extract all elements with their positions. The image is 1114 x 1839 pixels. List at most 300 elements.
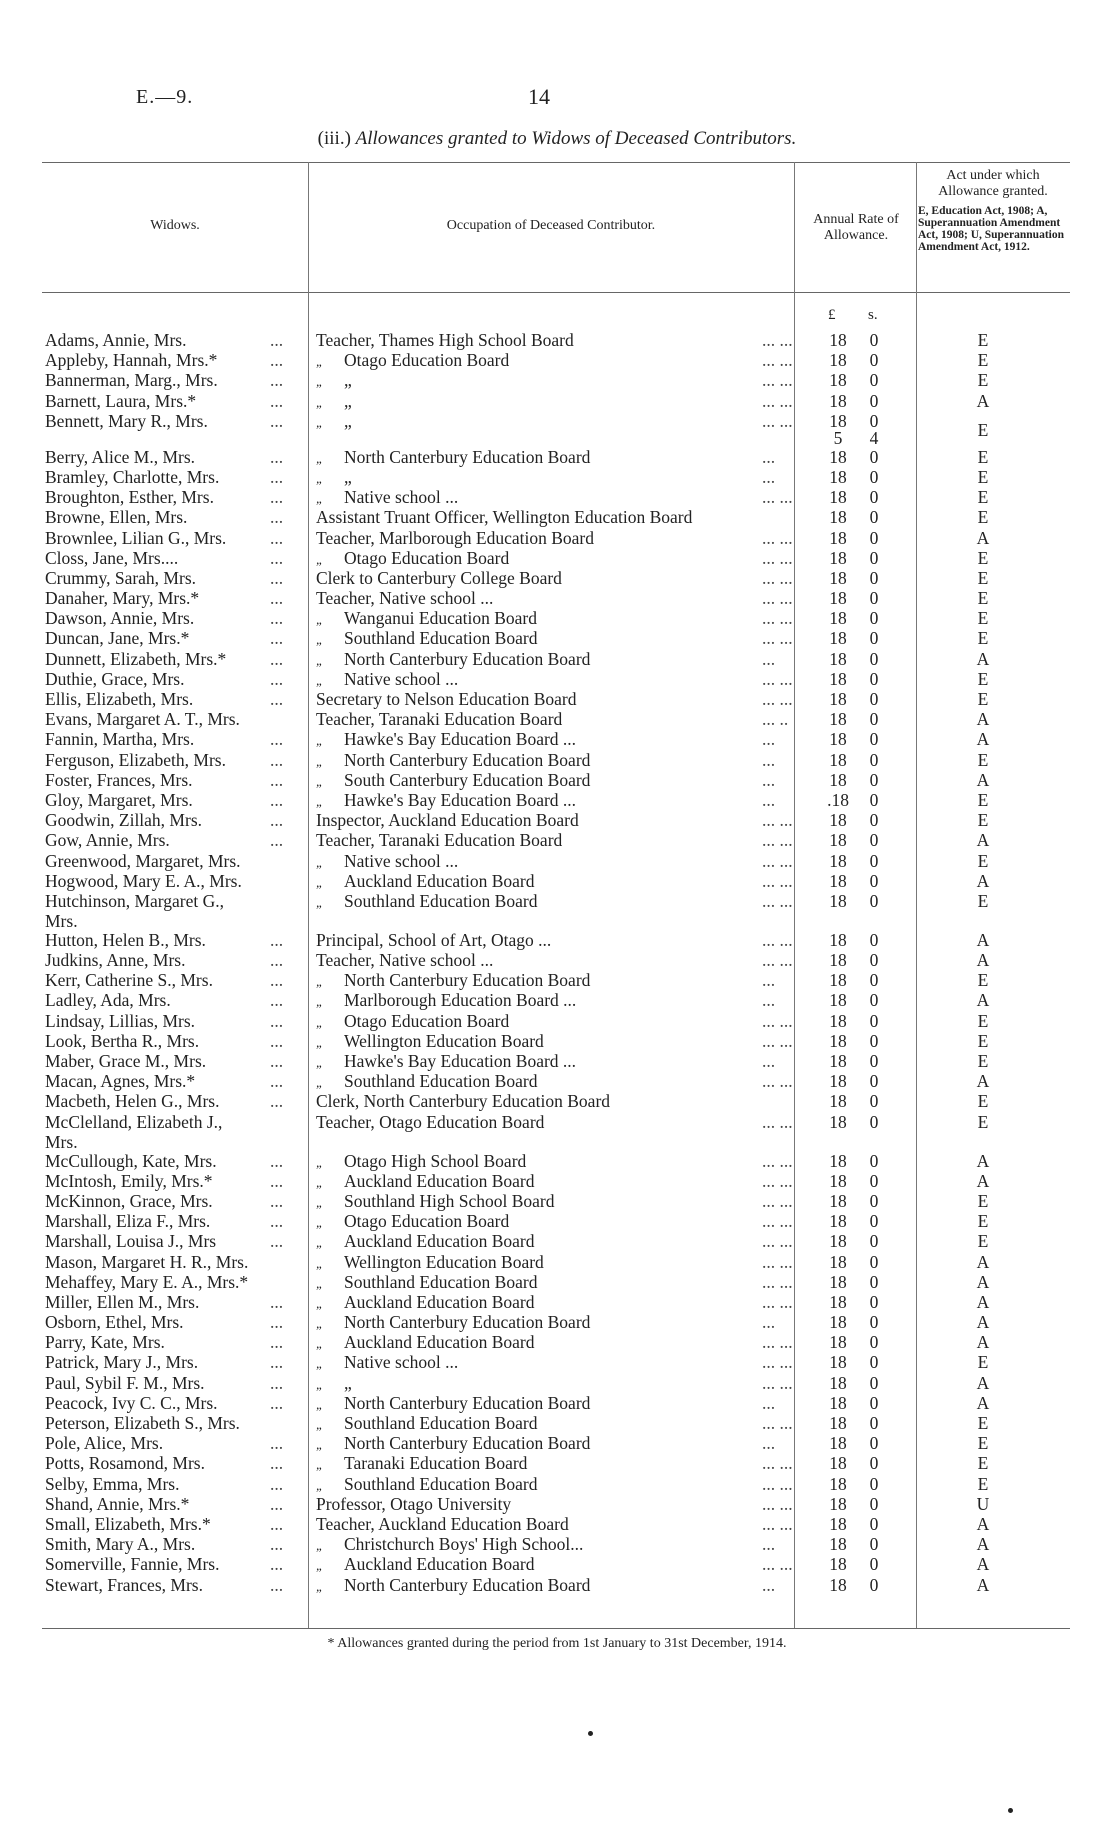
ditto-mark: „ [316, 491, 324, 507]
rate-shillings: 0 [869, 588, 879, 609]
rate-pounds: 18 [829, 729, 847, 750]
rate-pounds: 18 [829, 446, 847, 467]
table-row [0, 669, 1114, 689]
ditto-mark: „ [316, 1235, 324, 1251]
act-code: A [976, 950, 990, 971]
ditto-mark: „ [316, 470, 324, 486]
occupation-text: Professor, Otago University [316, 1493, 512, 1514]
leader-dots: ... ... [762, 390, 793, 411]
widow-name [45, 1112, 303, 1152]
rate-pounds: 18 [829, 749, 847, 770]
leader-dots: ... [270, 390, 284, 411]
occupation-text: Teacher, Taranaki Education Board [316, 830, 563, 851]
widow-name [45, 1514, 303, 1534]
table-row [0, 391, 1114, 411]
leader-dots: ... [270, 1332, 284, 1353]
leader-dots: ... [762, 990, 776, 1011]
ditto-mark: „ [316, 1055, 324, 1070]
occupation [316, 810, 786, 830]
leader-dots: ... ... [762, 608, 793, 629]
widow-name-text: Marshall, Eliza F., Mrs. [45, 1211, 211, 1232]
leader-dots: ... ... [762, 410, 793, 431]
act-code: A [976, 729, 990, 750]
leader-dots: ... [270, 789, 284, 810]
rate-pounds: 18 [829, 1030, 847, 1051]
leader-dots: ... [762, 769, 776, 790]
widow-name [45, 528, 303, 548]
rate-shillings: 0 [869, 1091, 879, 1112]
occupation [316, 770, 786, 792]
ditto-mark: „ [316, 450, 324, 466]
rate-pounds: 18 [829, 1493, 847, 1514]
leader-dots: ... ... [762, 330, 793, 350]
widow-name-text: Lindsay, Lillias, Mrs. [45, 1010, 196, 1031]
widow-name-text: McKinnon, Grace, Mrs. [45, 1190, 213, 1211]
leader-dots: ... ... [762, 1030, 793, 1051]
act-code: E [977, 567, 989, 588]
rate-shillings: 0 [869, 870, 879, 891]
leader-dots: ... [762, 970, 776, 991]
rate-pounds: 18 [829, 350, 847, 371]
table-row [0, 810, 1114, 830]
leader-dots: ... ... [762, 689, 793, 709]
widow-name-text: Smith, Mary A., Mrs. [45, 1534, 196, 1555]
leader-dots: ... ... [762, 487, 793, 508]
occupation [316, 851, 786, 873]
leader-dots: ... [270, 990, 284, 1011]
leader-dots: ... [270, 830, 284, 851]
widow-name-text: Foster, Frances, Mrs. [45, 769, 193, 790]
occupation-text: Wanganui Education Board [344, 608, 537, 629]
occupation-text: North Canterbury Education Board [344, 749, 591, 770]
occupation [316, 891, 786, 913]
leader-dots: ... [270, 929, 284, 950]
occupation-text: Auckland Education Board [344, 1554, 535, 1575]
leader-dots: ... [270, 410, 284, 431]
occupation [316, 1151, 786, 1173]
occupation [316, 350, 786, 372]
rate-shillings: 0 [869, 628, 879, 649]
occupation-text: Otago Education Board [344, 1010, 510, 1031]
widow-name-text: Potts, Rosamond, Mrs. [45, 1453, 205, 1474]
rate-shillings: 0 [869, 850, 879, 871]
rate-shillings: 0 [869, 689, 879, 709]
occupation-text: Assistant Truant Officer, Wellington Education Board [316, 507, 693, 528]
occupation-text: Southland Education Board [344, 628, 538, 649]
widow-name [45, 1494, 303, 1514]
rate-shillings: 0 [869, 830, 879, 851]
rate-shillings: 0 [869, 729, 879, 750]
rate-shillings: 0 [869, 1312, 879, 1333]
rate-shillings: 0 [869, 789, 879, 810]
occupation [316, 1534, 786, 1556]
widow-name [45, 1191, 303, 1211]
leader-dots: ... ... [762, 1291, 793, 1312]
widow-name-text: Closs, Jane, Mrs.... [45, 547, 179, 568]
ditto-mark: „ [316, 733, 324, 749]
occupation-text: Clerk to Canterbury College Board [316, 567, 562, 588]
rate-pounds: 18 [829, 487, 847, 508]
occupation [316, 1474, 786, 1496]
act-code: E [977, 350, 989, 371]
leader-dots: ... ... [762, 1473, 793, 1494]
occupation [316, 1071, 786, 1093]
occupation-text: Otago Education Board [344, 1211, 510, 1232]
rate-pounds: 18 [829, 1332, 847, 1353]
ditto-mark: „ [316, 854, 324, 870]
occupation [316, 608, 786, 630]
widow-name-text: Bramley, Charlotte, Mrs. [45, 466, 220, 487]
ditto-mark: „ [316, 1396, 324, 1412]
widow-name-text: Brownlee, Lilian G., Mrs. [45, 527, 227, 548]
occupation-text: Teacher, Marlborough Education Board [316, 527, 594, 548]
table-row [0, 649, 1114, 669]
rate-shillings: 0 [869, 990, 879, 1011]
widow-name-text: Greenwood, Margaret, Mrs. [45, 850, 241, 871]
occupation [316, 1252, 786, 1274]
act-code: A [976, 709, 990, 730]
occupation-text: Inspector, Auckland Education Board [316, 810, 579, 831]
occupation [316, 1011, 786, 1033]
occupation [316, 1231, 786, 1253]
rate-shillings: 0 [869, 1493, 879, 1514]
widow-name-text: Dunnett, Elizabeth, Mrs.* [45, 648, 227, 669]
occupation-text: Clerk, North Canterbury Education Board [316, 1091, 611, 1112]
ditto-mark: „ [316, 1316, 324, 1332]
occupation-text: Hawke's Bay Education Board ... [344, 729, 577, 750]
act-code: A [976, 1554, 990, 1575]
footnote: * Allowances granted during the period from 1st January to 31st December, 1914. [327, 1636, 787, 1651]
table-row [0, 528, 1114, 548]
widow-name [45, 871, 303, 891]
rate-shillings: 0 [869, 1170, 879, 1191]
table-row [0, 1252, 1114, 1272]
ditto-mark: „ [316, 1255, 324, 1271]
table-row [0, 1352, 1114, 1372]
leader-dots: ... ... [762, 350, 793, 371]
act-column-title: Act under which Allowance granted. [938, 168, 1048, 199]
widow-name-text: Gow, Annie, Mrs. [45, 830, 170, 851]
rate-shillings: 0 [869, 648, 879, 669]
leader-dots: ... [762, 1392, 776, 1413]
rate-shillings: 0 [869, 749, 879, 770]
ditto-mark: „ [316, 1477, 324, 1493]
occupation-text: Teacher, Native school ... [316, 950, 494, 971]
leader-dots: ... [270, 769, 284, 790]
widow-name [45, 487, 303, 507]
widow-name [45, 669, 303, 689]
rate-pounds: 18 [829, 648, 847, 669]
rate-pounds: 18 [829, 668, 847, 689]
act-code: E [977, 608, 989, 629]
act-code: E [977, 810, 989, 831]
ditto-mark: „ [316, 773, 324, 789]
leader-dots: ... [270, 608, 284, 629]
rate-pounds: 18 [829, 1574, 847, 1595]
ditto-mark: „ [316, 414, 324, 430]
occupation-text: Teacher, Thames High School Board [316, 330, 574, 350]
widow-name [45, 649, 303, 669]
ditto-mark: „ [316, 354, 324, 370]
leader-dots: ... [270, 628, 284, 649]
rate-pounds: 5 [833, 427, 843, 448]
occupation [316, 507, 786, 527]
act-code: A [976, 769, 990, 790]
rate-shillings: 0 [869, 507, 879, 528]
occupation [316, 729, 786, 751]
table-row [0, 1332, 1114, 1352]
ditto-mark: „ [316, 1295, 324, 1311]
rate-shillings: 0 [869, 466, 879, 487]
rate-shillings: 0 [869, 1111, 879, 1132]
table-row [0, 1171, 1114, 1191]
act-code: E [977, 419, 989, 440]
act-code: E [977, 487, 989, 508]
occupation [316, 709, 789, 730]
leader-dots: ... [270, 567, 284, 588]
rate-shillings: 0 [869, 810, 879, 831]
occupation-text: Teacher, Auckland Education Board [316, 1513, 569, 1534]
occupation [316, 1393, 786, 1415]
widow-name [45, 1051, 303, 1071]
widow-name [45, 330, 303, 350]
ditto-mark: „ [316, 394, 324, 410]
table-row [0, 830, 1114, 850]
leader-dots: ... ... [762, 1372, 793, 1393]
rate-shillings: 0 [869, 929, 879, 950]
ditto-mark: „ [316, 672, 324, 688]
rate-pounds: 18 [829, 390, 847, 411]
rate-shillings: 0 [869, 1150, 879, 1171]
occupation-text: Native school ... [344, 850, 459, 871]
rate-pounds: 18 [829, 1190, 847, 1211]
rate-shillings: 0 [869, 1051, 879, 1071]
rate-shillings: 0 [869, 1574, 879, 1595]
occupation-text: Hawke's Bay Education Board ... [344, 1051, 577, 1071]
occupation-text: Southland Education Board [344, 1413, 538, 1433]
widow-name-text: Peacock, Ivy C. C., Mrs. [45, 1392, 218, 1413]
rate-pounds: 18 [829, 1473, 847, 1494]
table-row [0, 930, 1114, 950]
widow-name-text: Adams, Annie, Mrs. [45, 330, 187, 350]
table-row [0, 411, 1114, 447]
occupation [316, 750, 786, 772]
occupation [316, 588, 786, 608]
rate-pounds: 18 [829, 950, 847, 971]
widow-name [45, 467, 303, 487]
occupation [316, 370, 786, 392]
occupation [316, 1554, 786, 1576]
ditto-mark: „ [316, 1194, 324, 1210]
widow-name-text: Dawson, Annie, Mrs. [45, 608, 195, 629]
ditto-mark: „ [316, 632, 324, 648]
act-code: E [977, 850, 989, 871]
ditto-mark: „ [316, 1034, 324, 1050]
widow-name [45, 689, 303, 709]
leader-dots: ... ... [762, 1413, 793, 1433]
ditto-mark: „ [316, 1356, 324, 1372]
widow-name-text: Mason, Margaret H. R., Mrs. [45, 1251, 249, 1272]
page-number: 14 [528, 84, 550, 109]
table-row [0, 709, 1114, 729]
rate-pounds: 18 [829, 1051, 847, 1071]
leader-dots: ... [270, 1574, 284, 1595]
rate-pounds: 18 [829, 1513, 847, 1534]
print-speck [1008, 1808, 1013, 1813]
table-row [0, 1554, 1114, 1574]
rate-shillings: 0 [869, 567, 879, 588]
occupation-text: Wellington Education Board [344, 1251, 544, 1272]
rate-pounds: 18 [829, 1372, 847, 1393]
leader-dots: ... ... [762, 870, 793, 891]
act-code: E [977, 1433, 989, 1454]
table-row [0, 1071, 1114, 1091]
leader-dots: ... ... [762, 1332, 793, 1353]
occupation [316, 1453, 786, 1475]
widow-name-text: Maber, Grace M., Mrs. [45, 1051, 207, 1071]
rate-shillings: 0 [869, 370, 879, 391]
rate-pounds: 18 [829, 370, 847, 391]
widow-name [45, 588, 303, 608]
leader-dots: ... ... [762, 1352, 793, 1373]
table-row [0, 1051, 1114, 1071]
table-row [0, 628, 1114, 648]
rate-pounds: 18 [829, 527, 847, 548]
leader-dots: ... [270, 1554, 284, 1575]
table-row [0, 1272, 1114, 1292]
act-code: E [977, 1473, 989, 1494]
occupation [316, 1031, 786, 1053]
leader-dots: ... ... [762, 1271, 793, 1292]
act-code: A [976, 1372, 990, 1393]
rate-shillings: 0 [869, 668, 879, 689]
table-row [0, 1474, 1114, 1494]
rate-shillings: 0 [869, 1251, 879, 1272]
leader-dots: ... [270, 487, 284, 508]
leader-dots: ... [270, 1372, 284, 1393]
table-row [0, 1112, 1114, 1151]
section-caption [0, 128, 1114, 150]
rate-shillings: 0 [869, 769, 879, 790]
table-row [0, 467, 1114, 487]
table-row [0, 1373, 1114, 1393]
rate-shillings: 0 [869, 1231, 879, 1252]
ditto-mark: „ [316, 612, 324, 628]
act-code: E [977, 370, 989, 391]
occupation-text: „ [344, 410, 352, 431]
act-code: U [976, 1493, 990, 1514]
leader-dots: ... [270, 588, 284, 609]
occupation-text: Auckland Education Board [344, 1332, 535, 1353]
leader-dots: ... ... [762, 950, 793, 971]
ditto-mark: „ [316, 1437, 324, 1453]
widow-name-text: Macbeth, Helen G., Mrs. [45, 1091, 220, 1112]
leader-dots: ... [762, 1534, 776, 1555]
section-title: Allowances granted to Widows of Deceased Contributors. [355, 128, 797, 149]
widow-name [45, 1352, 303, 1372]
act-code: E [977, 1190, 989, 1211]
ditto-mark: „ [316, 1075, 324, 1091]
act-code: E [977, 1010, 989, 1031]
widow-name [45, 1231, 303, 1251]
occupation [316, 391, 786, 413]
act-code: E [977, 330, 989, 350]
rate-shillings: 0 [869, 330, 879, 350]
widow-name-text: Bennett, Mary R., Mrs. [45, 410, 208, 431]
rate-shillings: 0 [869, 1433, 879, 1454]
leader-dots: ... ... [762, 1010, 793, 1031]
leader-dots: ... ... [762, 890, 793, 911]
ditto-mark: „ [316, 874, 324, 890]
leader-dots: ... ... [762, 1453, 793, 1474]
act-code: E [977, 1453, 989, 1474]
allowance-table-body [0, 330, 1114, 1595]
occupation [316, 447, 786, 469]
rate-pounds: 18 [829, 1071, 847, 1092]
occupation-text: Wellington Education Board [344, 1030, 544, 1051]
rate-shillings: 0 [869, 1473, 879, 1494]
leader-dots: ... ... [762, 810, 793, 831]
occupation-text: North Canterbury Education Board [344, 1392, 591, 1413]
table-row [0, 350, 1114, 370]
act-code: A [976, 870, 990, 891]
ditto-mark: „ [316, 1457, 324, 1473]
act-code: A [976, 1291, 990, 1312]
rate-shillings: 0 [869, 410, 879, 431]
rate-pounds: 18 [829, 850, 847, 871]
leader-dots: ... [270, 1433, 284, 1454]
ditto-mark: „ [316, 1275, 324, 1291]
rate-pounds: 18 [829, 1150, 847, 1171]
rate-pounds: 18 [829, 1111, 847, 1132]
section-number: (iii.) [317, 128, 351, 149]
act-code: E [977, 689, 989, 709]
leader-dots: ... ... [762, 1251, 793, 1272]
occupation-text: Native school ... [344, 668, 459, 689]
rate-pounds: 18 [829, 1091, 847, 1112]
occupation-text: Teacher, Native school ... [316, 588, 494, 609]
rate-shillings: 0 [869, 1291, 879, 1312]
occupation-text: „ [344, 390, 352, 411]
leader-dots: ... ... [762, 1150, 793, 1171]
table-row [0, 1191, 1114, 1211]
ditto-mark: „ [316, 1417, 324, 1432]
ditto-mark: „ [316, 1558, 324, 1574]
occupation [316, 1494, 786, 1514]
table-row [0, 1453, 1114, 1473]
widow-name-text: Pole, Alice, Mrs. [45, 1433, 164, 1454]
act-code: A [976, 1574, 990, 1595]
rate-pounds: 18 [829, 870, 847, 891]
act-code: E [977, 1211, 989, 1232]
table-row [0, 1413, 1114, 1433]
rate-shillings: 0 [869, 970, 879, 991]
occupation [316, 871, 786, 893]
leader-dots: ... [270, 1493, 284, 1514]
rate-pounds: 18 [829, 689, 847, 709]
rate-pounds: 18 [829, 990, 847, 1011]
leader-dots: ... [270, 466, 284, 487]
occupation [316, 1433, 786, 1455]
occupation-text: Native school ... [344, 487, 459, 508]
widow-name-text: Gloy, Margaret, Mrs. [45, 789, 193, 810]
table-row [0, 1494, 1114, 1514]
occupation [316, 1091, 786, 1111]
widow-name-text: Osborn, Ethel, Mrs. [45, 1312, 184, 1333]
leader-dots: ... [270, 1291, 284, 1312]
occupation [316, 568, 786, 588]
leader-dots: ... [270, 1190, 284, 1211]
